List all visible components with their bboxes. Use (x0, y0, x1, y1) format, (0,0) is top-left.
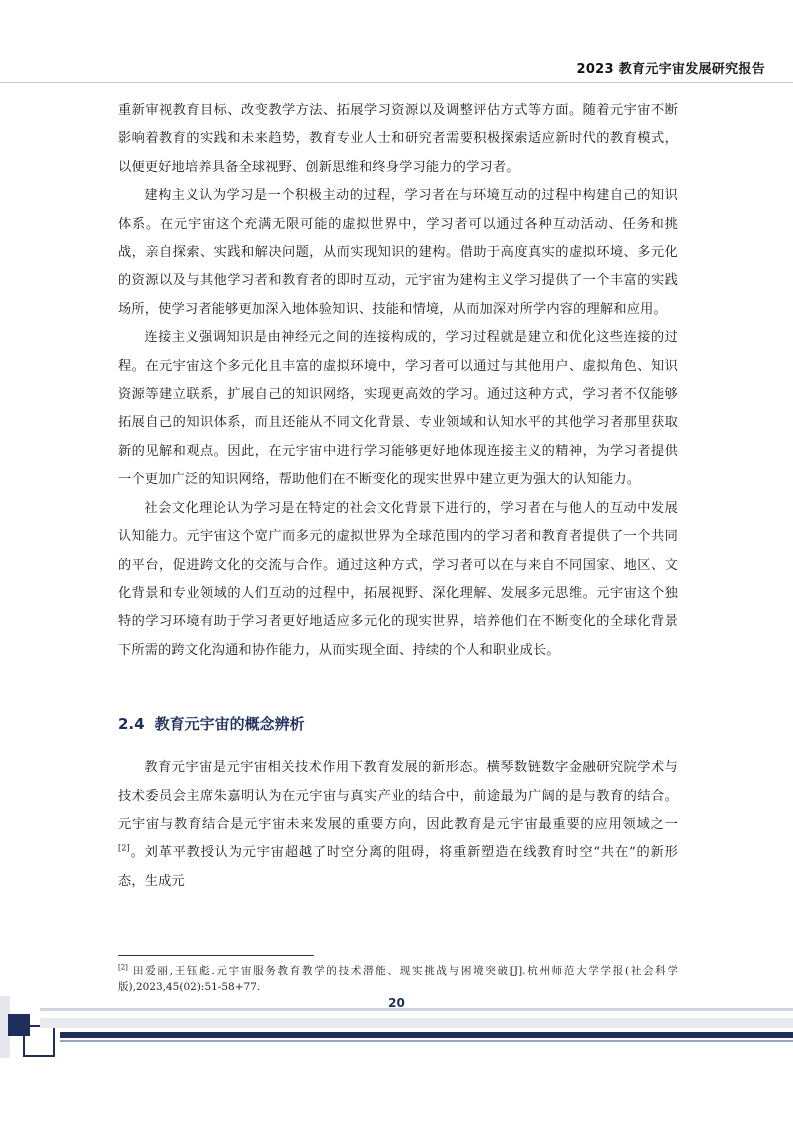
footer-light-band (40, 1018, 793, 1028)
footnote (118, 963, 678, 995)
paragraph-connectivism: 连接主义强调知识是由神经元之间的连接构成的，学习过程就是建立和优化这些连接的过程。在元宇宙这个多元化且丰富的虚拟环境中，学习者可以通过与其他用户、虚拟角色、知识资源等建立联系，扩展自己的知识网络，实现更高效的学习。通过这种方式，学习者不仅能够拓展自己的知识体系，而且还能从不同文化背景、专业领域和认知水平的其他学习者那里获取新的见解和观点。因此，在元宇宙中进行学习能够更好地体现连接主义的精神，为学习者提供一个更加广泛的知识网络，帮助他们在不断变化的现实世界中建立更为强大的认知能力。 (118, 330, 678, 488)
paragraph-text-a: 教育元宇宙是元宇宙相关技术作用下教育发展的新形态。横琴数链数字金融研究院学术与技术委员会主席朱嘉明认为在元宇宙与真实产业的结合中，前途最为广阔的是与教育的结合。元宇宙与教育结合是元宇宙未来发展的重要方向，因此教育是元宇宙最重要的应用领域之一 (118, 760, 678, 832)
footnote-marker: [2] (118, 963, 128, 972)
paragraph-edu-metaverse (118, 754, 678, 896)
section-number: 2.4 (118, 715, 145, 734)
section-title: 教育元宇宙的概念辨析 (154, 715, 305, 734)
page-number: 20 (388, 996, 405, 1010)
header-divider (0, 82, 793, 83)
footer-accent-line (60, 1040, 793, 1042)
paragraph-sociocultural: 社会文化理论认为学习是在特定的社会文化背景下进行的，学习者在与他人的互动中发展认知能力。元宇宙这个宽广而多元的虚拟世界为全球范围内的学习者和教育者提供了一个共同的平台，促进跨文化的交流与合作。通过这种方式，学习者可以在与来自不同国家、地区、文化背景和专业领域的人们互动的过程中，拓展视野、深化理解、发展多元思维。元宇宙这个独特的学习环境有助于学习者更好地适应多元化的现实世界，培养他们在不断变化的全球化背景下所需的跨文化沟通和协作能力，从而实现全面、持续的个人和职业成长。 (118, 500, 678, 658)
page-header-title: 2023 教育元宇宙发展研究报告 (576, 62, 765, 77)
paragraph-text-b: 。刘革平教授认为元宇宙超越了时空分离的阻碍，将重新塑造在线教育时空“共在”的新形态，生成元 (118, 845, 678, 889)
citation-ref[interactable]: [2] (118, 843, 130, 853)
footnote-text: 田爱丽,王钰彪.元宇宙服务教育教学的技术潜能、现实挑战与困境突破[J].杭州师范大学学报(社会科学版),2023,45(02):51-58+77. (118, 965, 678, 993)
paragraph-constructivism: 建构主义认为学习是一个积极主动的过程，学习者在与环境互动的过程中构建自己的知识体系。在元宇宙这个充满无限可能的虚拟世界中，学习者可以通过各种互动活动、任务和挑战，亲自探索、实践和解决问题，从而实现知识的建构。借助于高度真实的虚拟环境、多元化的资源以及与其他学习者和教育者的即时互动，元宇宙为建构主义学习提供了一个丰富的实践场所，使学习者能够更加深入地体验知识、技能和情境，从而加深对所学内容的理解和应用。 (118, 188, 678, 317)
footer-dark-band (60, 1032, 793, 1038)
footnote-divider (118, 955, 314, 956)
paragraph-continued: 重新审视教育目标、改变教学方法、拓展学习资源以及调整评估方式等方面。随着元宇宙不断影响着教育的实践和未来趋势，教育专业人士和研究者需要积极探索适应新时代的教育模式，以便更好地培养具备全球视野、创新思维和终身学习能力的学习者。 (118, 103, 678, 175)
main-content (118, 97, 678, 896)
section-heading (118, 713, 678, 734)
